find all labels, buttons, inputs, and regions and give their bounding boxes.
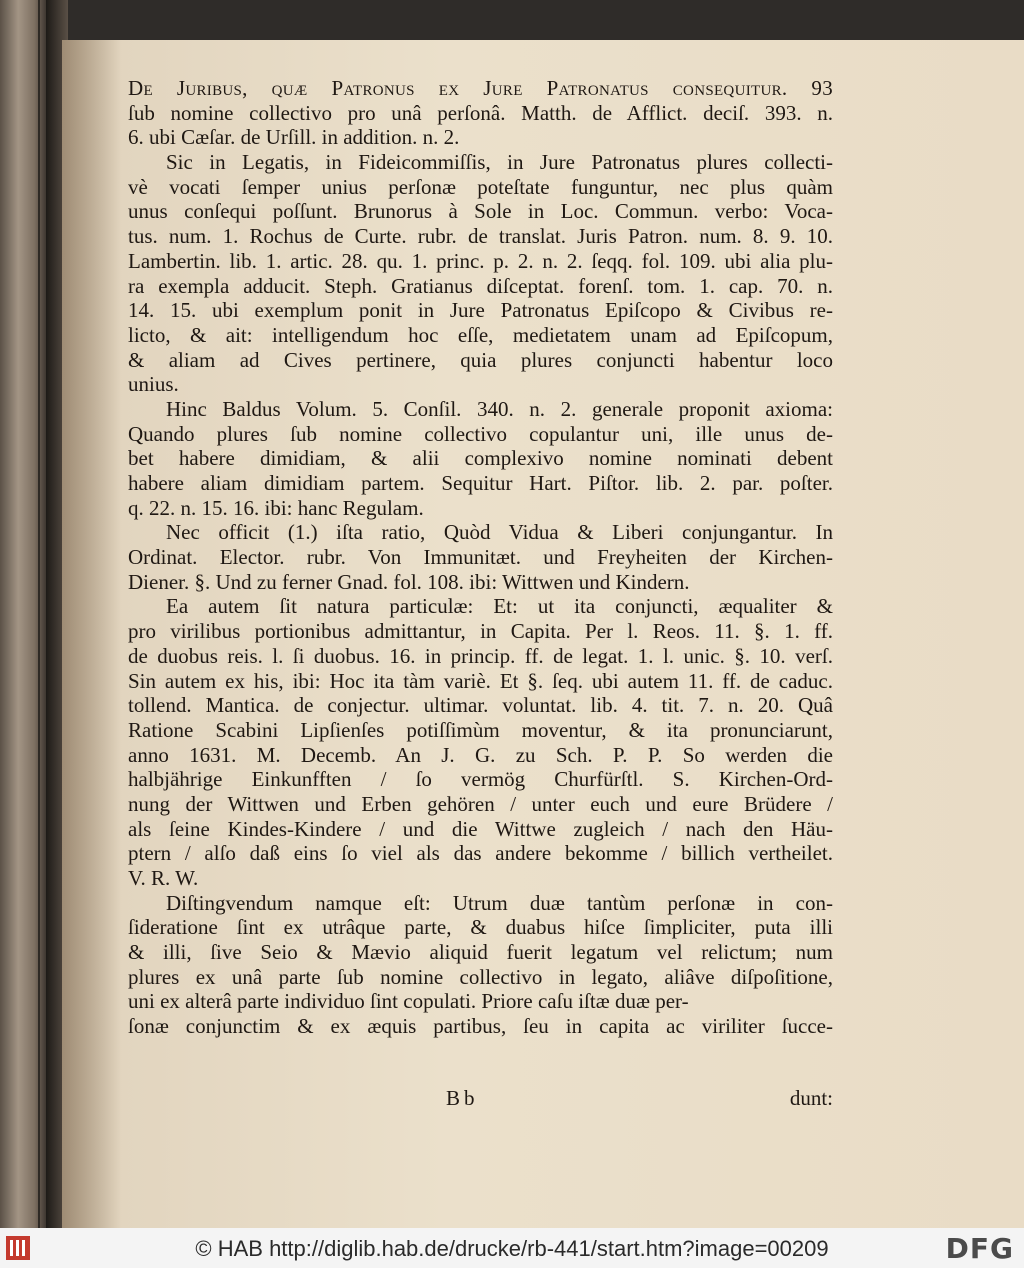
text-line: halbjährige Einkunfften / ſo vermög Churfürſtl. S. Kirchen-Ord-	[128, 767, 833, 792]
text-line: V. R. W.	[128, 866, 199, 890]
text-line: Lambertin. lib. 1. artic. 28. qu. 1. princ. p. 2. n. 2. ſeqq. fol. 109. ubi alia plu-	[128, 248, 833, 273]
text-line: ra exempla adducit. Steph. Gratianus diſceptat. forenſ. tom. 1. cap. 70. n.	[128, 273, 833, 298]
text-line: Sin autem ex his, ibi: Hoc ita tàm variè. Et §. ſeq. ubi autem 11. ff. de caduc.	[128, 668, 833, 693]
catchword: dunt:	[789, 1086, 833, 1110]
text-line: vè vocati ſemper unius perſonæ poteſtate funguntur, nec plus quàm	[128, 174, 833, 199]
text-line: & illi, ſive Seio & Mævio aliquid fuerit legatum vel relictum; num	[128, 940, 833, 965]
text-line: uni ex alterâ parte individuo ſint copulati. Priore caſu iſtæ duæ per-	[128, 989, 689, 1014]
book-edge-pages	[0, 0, 46, 1228]
text-line: Ordinat. Elector. rubr. Von Immunitæt. und Freyheiten der Kirchen-	[128, 545, 833, 570]
text-line: pro virilibus portionibus admittantur, in Capita. Per l. Reos. 11. §. 1. ff.	[128, 619, 833, 644]
text-line: Ea autem ſit natura particulæ: Et: ut ita conjuncti, æqualiter &	[166, 594, 833, 619]
text-line: ſub nomine collectivo pro unâ perſonâ. Matth. de Afflict. deciſ. 393. n.	[128, 100, 833, 125]
text-line: Hinc Baldus Volum. 5. Conſil. 340. n. 2. generale proponit axioma:	[166, 396, 833, 421]
text-line: als ſeine Kindes-Kindere / und die Wittwe zugleich / nach den Häu-	[128, 816, 833, 841]
dfg-logo: DFG	[945, 1232, 1014, 1265]
text-line: anno 1631. M. Decemb. An J. G. zu Sch. P. P. So werden die	[128, 742, 833, 767]
text-line: unius.	[128, 372, 179, 397]
signature-mark: Bb	[446, 1086, 479, 1110]
text-line: ptern / alſo daß eins ſo viel als das andere bekomme / billich vertheilet.	[128, 841, 833, 866]
text-line: habere aliam dimidiam partem. Sequitur Hart. Piſtor. lib. 2. par. poſter.	[128, 471, 833, 495]
text-line: 6. ubi Cæſar. de Urſill. in addition. n. 2.	[128, 125, 460, 150]
text-line: ſonæ conjunctim & ex æquis partibus, ſeu in capita ac viriliter ſucce-	[128, 1014, 833, 1039]
text-line: Ratione Scabini Lipſienſes potiſſimùm moventur, & ita pronunciarunt,	[128, 717, 833, 742]
text-line: tus. num. 1. Rochus de Curte. rubr. de translat. Juris Patron. num. 8. 9. 10.	[128, 224, 833, 249]
text-line: tollend. Mantica. de conjectur. ultimar. voluntat. lib. 4. tit. 7. n. 20. Quâ	[128, 693, 833, 718]
page-footer	[128, 1086, 833, 1112]
text-line: 14. 15. ubi exemplum ponit in Jure Patronatus Epiſcopo & Civibus re-	[128, 298, 833, 323]
text-line: de duobus reis. l. ſi duobus. 16. in princip. ff. de legat. 1. l. unic. §. 10. verſ.	[128, 643, 833, 668]
book-page	[62, 40, 1024, 1228]
text-line: Nec officit (1.) iſta ratio, Quòd Vidua & Liberi conjungantur. In	[166, 520, 833, 545]
text-line: nung der Wittwen und Erben gehören / unter euch und eure Brüdere /	[128, 791, 833, 816]
text-line: licto, & ait: intelligendum hoc eſſe, medietatem unam ad Epiſcopum,	[128, 322, 833, 347]
text-line: Quando plures ſub nomine collectivo copulantur uni, ille unus de-	[128, 421, 833, 446]
text-line: plures ex unâ parte ſub nomine collectivo in legato, aliâve diſpoſitione,	[128, 964, 833, 989]
running-header: De Juribus, quæ Patronus ex Jure Patronatus consequitur. 93	[128, 76, 833, 100]
text-line: ſideratione ſint ex utrâque parte, & duabus hiſce ſimpliciter, puta illi	[128, 915, 833, 940]
text-line: Sic in Legatis, in Fideicommiſſis, in Jure Patronatus plures collecti-	[166, 150, 833, 175]
text-line: Diſtingvendum namque eſt: Utrum duæ tantùm perſonæ in con-	[166, 890, 833, 915]
text-line: & aliam ad Cives pertinere, quia plures conjuncti habentur loco	[128, 347, 833, 372]
credit-bar	[0, 1228, 1024, 1268]
text-line: bet habere dimidiam, & alii complexivo nomine nominati debent	[128, 446, 833, 471]
text-line: q. 22. n. 15. 16. ibi: hanc Regulam.	[128, 495, 424, 520]
page-text	[128, 76, 833, 1039]
text-line: unus conſequi poſſunt. Brunorus à Sole in Loc. Commun. verbo: Voca-	[128, 199, 833, 224]
text-line: Diener. §. Und zu ferner Gnad. fol. 108. ibi: Wittwen und Kindern.	[128, 569, 690, 594]
copyright-link[interactable]: © HAB http://diglib.hab.de/drucke/rb-441/start.htm?image=00209	[195, 1236, 829, 1261]
